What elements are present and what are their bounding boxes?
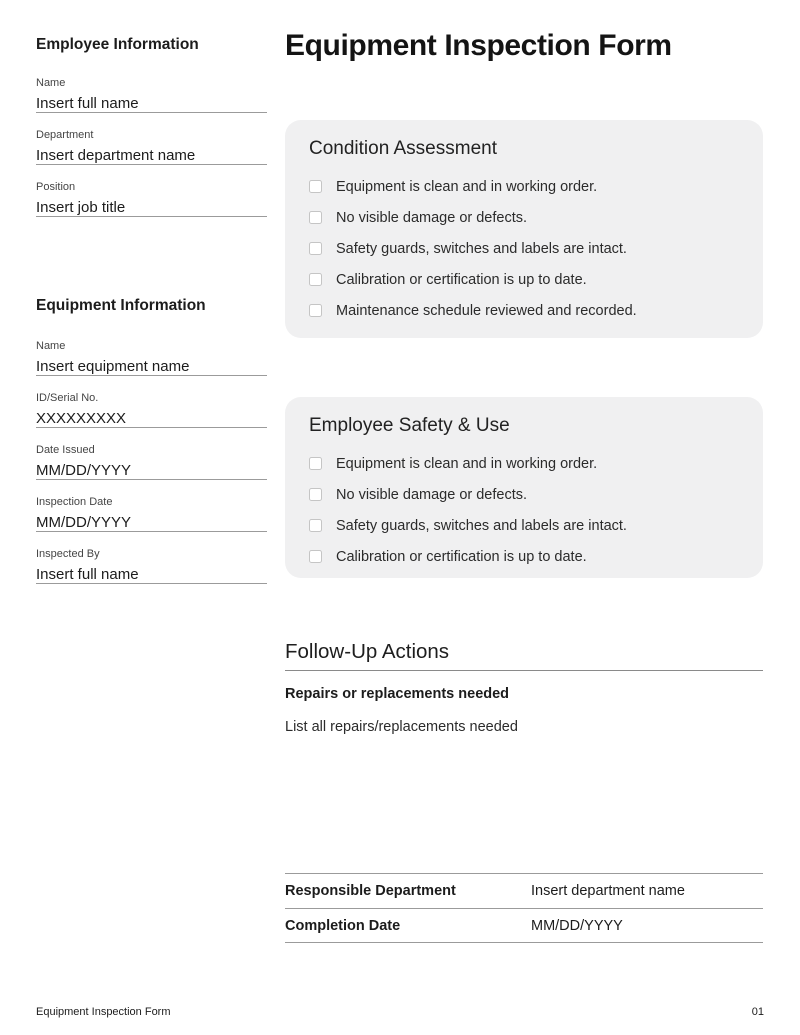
checkbox-icon[interactable] bbox=[309, 242, 322, 255]
employee-department-input[interactable]: Insert department name bbox=[36, 147, 267, 165]
inspected-by-input[interactable]: Insert full name bbox=[36, 566, 267, 584]
equipment-information-section bbox=[36, 296, 267, 600]
field-label: Inspected By bbox=[36, 548, 100, 560]
employee-name-input[interactable]: Insert full name bbox=[36, 95, 267, 113]
field-label: Name bbox=[36, 77, 66, 89]
inspected-by-field bbox=[36, 548, 267, 584]
checkbox-icon[interactable] bbox=[309, 273, 322, 286]
divider bbox=[285, 670, 763, 671]
checklist-item-label: Equipment is clean and in working order. bbox=[336, 179, 598, 195]
employee-safety-heading: Employee Safety & Use bbox=[309, 415, 510, 436]
follow-up-actions-section bbox=[285, 639, 763, 736]
checkbox-icon[interactable] bbox=[309, 550, 322, 563]
checklist-item[interactable] bbox=[309, 517, 739, 535]
employee-information-heading: Employee Information bbox=[36, 36, 199, 53]
table-row bbox=[285, 873, 763, 908]
field-label: Department bbox=[36, 129, 94, 141]
employee-name-field bbox=[36, 77, 267, 113]
condition-assessment-heading: Condition Assessment bbox=[309, 138, 497, 159]
field-label: Inspection Date bbox=[36, 496, 113, 508]
inspection-date-input[interactable]: MM/DD/YYYY bbox=[36, 514, 267, 532]
responsible-department-label: Responsible Department bbox=[285, 883, 456, 899]
checklist-item-label: Maintenance schedule reviewed and recorded. bbox=[336, 303, 637, 319]
checklist-item[interactable] bbox=[309, 548, 739, 566]
checklist-item-label: No visible damage or defects. bbox=[336, 487, 528, 503]
checklist-item-label: Safety guards, switches and labels are intact. bbox=[336, 241, 627, 257]
date-issued-input[interactable]: MM/DD/YYYY bbox=[36, 462, 267, 480]
field-label: Position bbox=[36, 181, 76, 193]
page-title: Equipment Inspection Form bbox=[285, 29, 672, 62]
footer-title: Equipment Inspection Form bbox=[36, 1006, 171, 1018]
equipment-name-field bbox=[36, 340, 267, 376]
equipment-serial-input[interactable]: XXXXXXXXX bbox=[36, 410, 267, 428]
equipment-name-input[interactable]: Insert equipment name bbox=[36, 358, 267, 376]
date-issued-field bbox=[36, 444, 267, 480]
page-footer bbox=[36, 1006, 764, 1019]
checkbox-icon[interactable] bbox=[309, 211, 322, 224]
completion-date-label: Completion Date bbox=[285, 917, 401, 934]
responsible-department-input[interactable]: Insert department name bbox=[531, 883, 685, 899]
equipment-serial-field bbox=[36, 392, 267, 428]
checklist-item-label: Calibration or certification is up to date. bbox=[336, 272, 587, 288]
checklist-item-label: Calibration or certification is up to date. bbox=[336, 549, 587, 565]
checklist-item[interactable] bbox=[309, 178, 739, 196]
completion-date-input[interactable]: MM/DD/YYYY bbox=[531, 917, 623, 934]
employee-safety-panel bbox=[285, 397, 763, 578]
equipment-information-heading: Equipment Information bbox=[36, 297, 206, 314]
condition-assessment-panel bbox=[285, 120, 763, 338]
checklist-item[interactable] bbox=[309, 240, 739, 258]
repairs-list-input[interactable]: List all repairs/replacements needed bbox=[285, 719, 518, 735]
checklist-item[interactable] bbox=[309, 486, 739, 504]
field-label: Date Issued bbox=[36, 444, 95, 456]
checkbox-icon[interactable] bbox=[309, 488, 322, 501]
checklist-item-label: Safety guards, switches and labels are intact. bbox=[336, 518, 627, 534]
checklist-item[interactable] bbox=[309, 455, 739, 473]
field-label: Name bbox=[36, 340, 66, 352]
checklist-item[interactable] bbox=[309, 302, 739, 320]
checklist-item[interactable] bbox=[309, 209, 739, 227]
checkbox-icon[interactable] bbox=[309, 180, 322, 193]
follow-up-actions-heading: Follow-Up Actions bbox=[285, 640, 450, 663]
follow-up-table bbox=[285, 873, 763, 943]
table-row bbox=[285, 908, 763, 943]
checklist-item-label: Equipment is clean and in working order. bbox=[336, 456, 598, 472]
checklist-item-label: No visible damage or defects. bbox=[336, 210, 528, 226]
inspection-date-field bbox=[36, 496, 267, 532]
employee-position-input[interactable]: Insert job title bbox=[36, 199, 267, 217]
field-label: ID/Serial No. bbox=[36, 392, 99, 404]
page-number: 01 bbox=[751, 1006, 764, 1018]
repairs-needed-label: Repairs or replacements needed bbox=[285, 686, 510, 702]
checkbox-icon[interactable] bbox=[309, 304, 322, 317]
employee-department-field bbox=[36, 129, 267, 165]
employee-position-field bbox=[36, 181, 267, 217]
checkbox-icon[interactable] bbox=[309, 519, 322, 532]
employee-information-section bbox=[36, 35, 267, 233]
checklist-item[interactable] bbox=[309, 271, 739, 289]
checkbox-icon[interactable] bbox=[309, 457, 322, 470]
